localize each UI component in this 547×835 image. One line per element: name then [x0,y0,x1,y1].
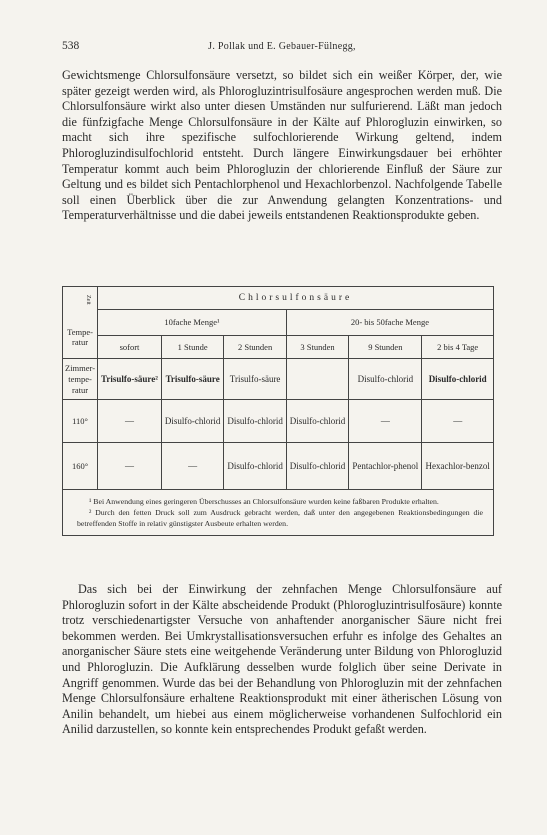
table-cell: Trisulfo-säure² [98,359,162,400]
page-number: 538 [62,40,80,52]
group-header: Chlorsulfonsäure [98,287,494,310]
table-cell: Disulfo-chlorid [161,400,223,443]
corner-vertical-label: Zeit [85,294,92,305]
footnote-2: ² Durch den fetten Druck soll zum Ausdruck gebracht werden, daß unter den angegebenen Reaktionsbedingungen die betreffenden Stoffe in relativ günstigster Ausbeute erhalten werden. [77,508,483,528]
table-cell: Disulfo-chlorid [349,359,422,400]
table-cell: Hexachlor-benzol [422,443,494,490]
table-row [63,400,494,443]
table-cell: Disulfo-chlorid [422,359,494,400]
time-header: 1 Stunde [161,336,223,359]
table-cell: — [98,443,162,490]
table-cell: Disulfo-chlorid [224,400,286,443]
sub-header-20-50fach: 20- bis 50fache Menge [286,310,493,336]
results-table [62,286,494,594]
table-corner [63,287,98,359]
table-cell: — [161,443,223,490]
temp-cell: 110° [63,400,98,443]
footnote-1: ¹ Bei Anwendung eines geringeren Überschusses an Chlorsulfonsäure wurden keine faßbaren Produkte erhalten. [89,497,439,506]
paragraph-discussion: Das sich bei der Einwirkung der zehnfachen Menge Chlorsulfonsäure auf Phlorogluzin sofort in der Kälte abscheidende Produkt (Phlorogluzintrisulfosäure) konnte trotz verschiedenartigster Versuche von anhaftender anorganischer Säure nicht frei bekommen werden. Bei Umkrystallisationsversuchen erfuhr es infolge des Gehaltes an anorganischer Säure stets eine weitgehende Veränderung unter Bildung von Phlorogluzid und Phlorogluzin. Die Aufklärung desselben wurde folglich über seine Derivate in Angriff genommen. Wurde das bei der Behandlung von Phlorogluzin mit der zehnfachen Menge Chlorsulfonsäure erhaltene Reaktionsprodukt mit einer ätherischen Lösung von Anilin behandelt, um hiebei aus einem möglicherweise vorhandenen Sulfochlorid ein Anilid darzustellen, so konnte kein entsprechendes Produkt gefaßt werden. [62,582,502,737]
paragraph-intro: Gewichtsmenge Chlorsulfonsäure versetzt, so bildet sich ein weißer Körper, der, wie später gezeigt werden wird, als Phlorogluzintrisulfosäure angesprochen werden muß. Die Chlorsulfonsäure wirkt also unter diesen Umständen nur sulfurierend. Läßt man jedoch die fünfzigfache Menge Chlorsulfonsäure in der Kälte auf Phlorogluzin einwirken, so macht sich ihre spezifische sulfochlorierende Wirkung geltend, indem Phlorogluzindisulfochlorid entsteht. Durch längere Einwirkungsdauer bei erhöhter Temperatur kommt auch beim Phlorogluzin der chlorierende Einfluß der Säure zur Geltung und es bildet sich Pentachlorphenol und Hexachlorbenzol. Nachfolgende Tabelle soll einen Überblick über die zur Anwendung gelangten Konzentrations- und Temperaturverhältnisse und die dabei jeweils entstandenen Reaktionsprodukte geben. [62,68,502,223]
table-row [63,443,494,490]
table-cell: Pentachlor-phenol [349,443,422,490]
sub-header-10fach: 10fache Menge¹ [98,310,287,336]
table-row [63,359,494,400]
temp-cell: 160° [63,443,98,490]
page-header [62,40,502,56]
table-footnotes [62,490,494,536]
time-header: 3 Stunden [286,336,348,359]
temp-cell: Zimmer-tempe-ratur [63,359,98,400]
table-cell: — [349,400,422,443]
table-cell: Trisulfo-säure [224,359,286,400]
time-header: 9 Stunden [349,336,422,359]
running-title: J. Pollak und E. Gebauer-Fülnegg, [208,41,356,52]
table-cell: — [98,400,162,443]
table-cell: — [422,400,494,443]
time-header: 2 bis 4 Tage [422,336,494,359]
time-header: 2 Stunden [224,336,286,359]
table-cell: Disulfo-chlorid [224,443,286,490]
time-header: sofort [98,336,162,359]
table-cell: Disulfo-chlorid [286,400,348,443]
table-cell: Trisulfo-säure [161,359,223,400]
corner-temp-label: Tempe-ratur [67,326,93,347]
table-cell: Disulfo-chlorid [286,443,348,490]
table-cell [286,359,348,400]
